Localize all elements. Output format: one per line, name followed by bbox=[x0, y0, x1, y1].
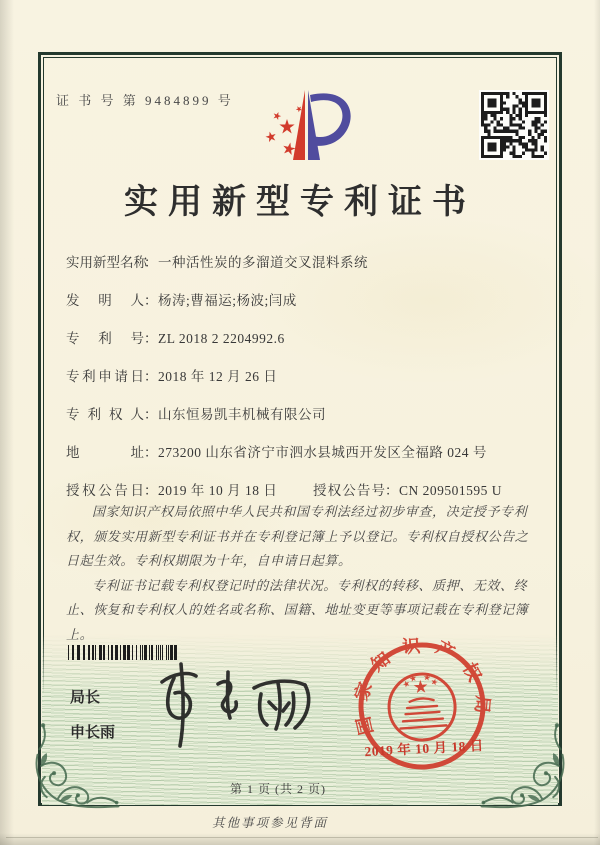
commissioner-title: 局长 bbox=[70, 689, 101, 706]
certificate-fields bbox=[66, 244, 540, 510]
page-edge-shadow-bottom bbox=[0, 833, 600, 845]
back-side-note: 其他事项参见背面 bbox=[211, 816, 328, 830]
field-grant-number: 授权公告号：CN 209501595 U bbox=[313, 483, 503, 498]
certificate-title: 实用新型专利证书 bbox=[124, 184, 476, 221]
qr-code-icon bbox=[479, 90, 549, 160]
seal-org-text: 国家知识产权局 bbox=[350, 635, 494, 737]
second-page-edge-line bbox=[6, 837, 598, 838]
signer-block bbox=[70, 680, 115, 750]
legal-paragraph-2: 专利证书记载专利权登记时的法律状况。专利权的转移、质押、无效、终止、恢复和专利权人的姓名或名称、国籍、地址变更等事项记载在专利登记簿上。 bbox=[66, 577, 529, 642]
field-inventors: 发明人：杨涛;曹福运;杨波;闫成 bbox=[66, 293, 297, 308]
certificate-number: 证 书 号 第 9484899 号 bbox=[56, 93, 234, 108]
field-filing-date: 专利申请日：2018 年 12 月 26 日 bbox=[66, 369, 278, 384]
cnipa-patent-logo-icon bbox=[250, 86, 354, 168]
seal-date: 2019 年 10 月 18 日 bbox=[364, 737, 485, 760]
field-grant-date-and-number: 授权公告日：2019 年 10 月 18 日 授权公告号：CN 209501595 U bbox=[66, 472, 540, 510]
field-patentee: 专利权人：山东恒易凯丰机械有限公司 bbox=[66, 407, 326, 422]
field-utility-model-name: 实用新型名称：一种活性炭的多溜道交叉混料系统 bbox=[66, 255, 368, 270]
page-edge-shadow-left bbox=[0, 0, 14, 845]
handwritten-signature-icon bbox=[142, 658, 332, 753]
page-edge-shadow-right bbox=[594, 0, 600, 845]
field-patent-number: 专利号：ZL 2018 2 2204992.6 bbox=[66, 331, 285, 346]
legal-text bbox=[66, 500, 534, 647]
field-address: 地址：273200 山东省济宁市泗水县城西开发区全福路 024 号 bbox=[66, 445, 487, 460]
page-indicator: 第 1 页 (共 2 页) bbox=[230, 782, 326, 796]
legal-paragraph-1: 国家知识产权局依照中华人民共和国专利法经过初步审查，决定授予专利权，颁发实用新型专利证书并在专利登记簿上予以登记。专利权自授权公告之日起生效。专利权期限为十年，自申请日起算。 bbox=[66, 504, 529, 568]
commissioner-name: 申长雨 bbox=[70, 724, 116, 741]
